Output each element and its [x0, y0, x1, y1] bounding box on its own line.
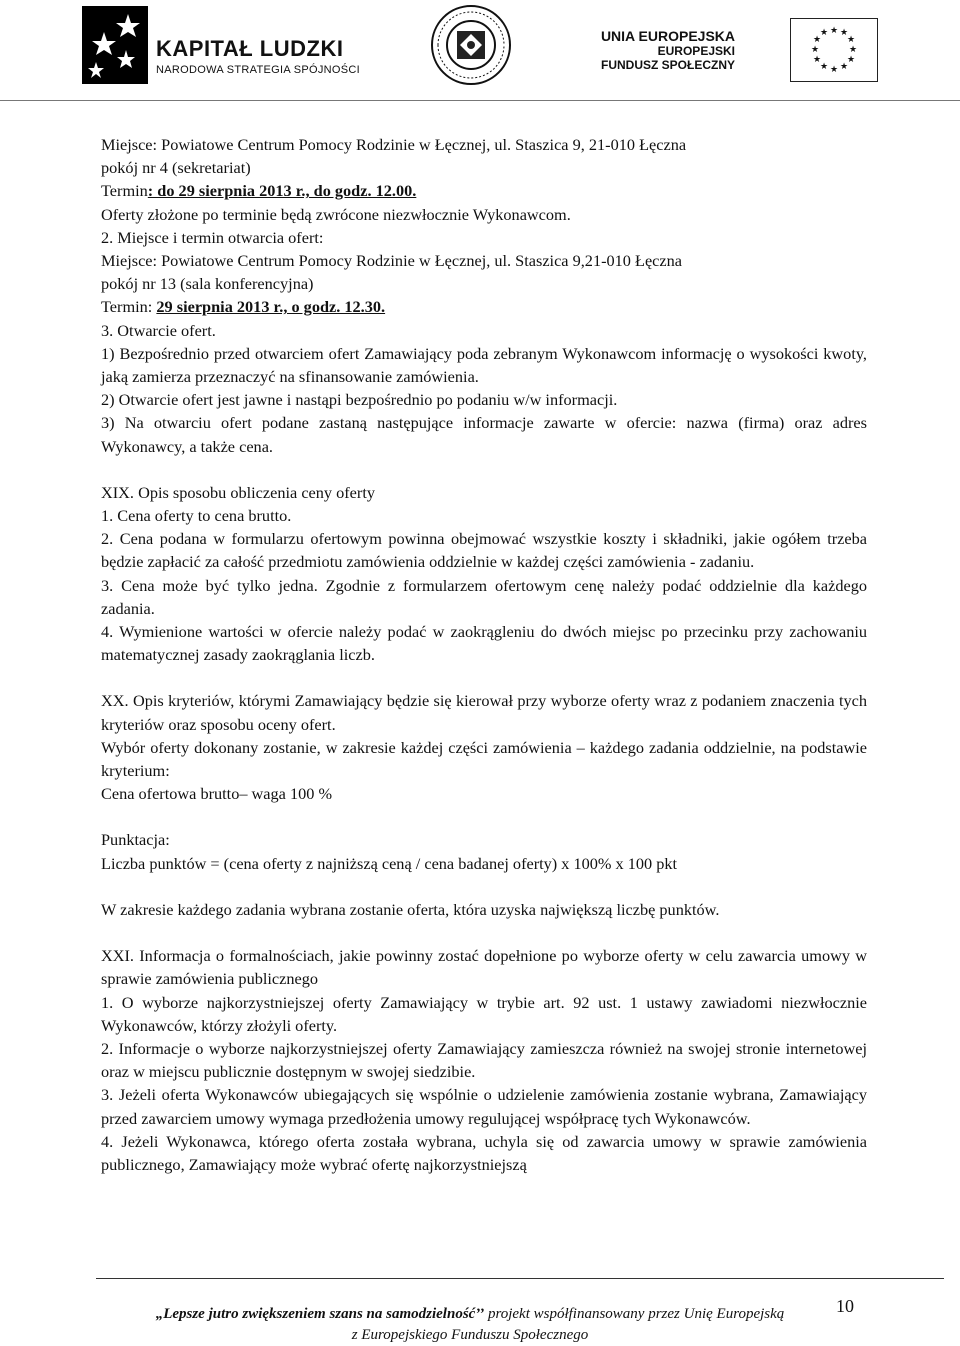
paragraph: 4. Wymienione wartości w ofercie należy podać w zaokrągleniu do dwóch miejsc po przecinku przy zachowaniu matematycznej zasady zaokrąglania liczb.: [101, 622, 867, 665]
header-divider: [0, 100, 960, 101]
page-header: [0, 0, 960, 100]
paragraph: 3) Na otwarciu ofert podane zastaną następujące informacje zawarte w ofercie: nazwa (firma) oraz adres Wykonawcy, a także cena.: [101, 413, 867, 456]
paragraph: 2) Otwarcie ofert jest jawne i nastąpi bezpośrednio po podaniu w/w informacji.: [101, 390, 618, 410]
svg-text:★: ★: [812, 35, 822, 45]
deadline-text: : do 29 sierpnia 2013 r., do godz. 12.00.: [147, 181, 417, 201]
footer-line-2: z Europejskiego Funduszu Społecznego: [351, 1327, 589, 1343]
paragraph: 1. Cena oferty to cena brutto.: [101, 506, 292, 526]
paragraph: [101, 133, 867, 156]
svg-text:★: ★: [812, 55, 822, 65]
paragraph: 4. Jeżeli Wykonawca, którego oferta została wybrana, uchyla się od zawarcia umowy w sprawie zamówienia publicznego, Zamawiający może wybrać ofertę najkorzystniejszą: [101, 1131, 867, 1174]
eu-line-1: UNIA EUROPEJSKA: [600, 28, 735, 44]
svg-text:★: ★: [839, 28, 849, 38]
eu-line-2: EUROPEJSKI: [657, 44, 735, 58]
paragraph: pokój nr 4 (sekretariat): [101, 158, 251, 178]
eu-logo: [600, 8, 885, 84]
eu-flag-icon: [790, 18, 878, 82]
section-title: XIX. Opis sposobu obliczenia ceny oferty: [101, 482, 375, 502]
formula: Liczba punktów = (cena oferty z najniższą ceną / cena badanej oferty) x 100% x 100 pkt: [101, 853, 678, 873]
paragraph: 3. Otwarcie ofert.: [101, 320, 216, 340]
svg-text:★: ★: [819, 62, 829, 72]
footer-divider: [96, 1278, 944, 1279]
paragraph: 2. Informacje o wyborze najkorzystniejszej oferty Zamawiający zamieszcza również na swojej stronie internetowej oraz w miejscu publicznie dostępnym w swojej siedzibie.: [101, 1038, 867, 1082]
opening-date-text: 29 sierpnia 2013 r., o godz. 12.30.: [156, 297, 386, 317]
svg-text:★: ★: [810, 45, 820, 55]
paragraph: Oferty złożone po terminie będą zwrócone niezwłocznie Wykonawcom.: [101, 204, 571, 224]
svg-text:★: ★: [819, 28, 829, 38]
paragraph: 2. Miejsce i termin otwarcia ofert:: [101, 227, 324, 247]
paragraph: Miejsce: Powiatowe Centrum Pomocy Rodzinie w Łęcznej, ul. Staszica 9,21-010 Łęczna: [101, 251, 682, 271]
footer-line-1: [100, 1304, 840, 1325]
kapital-ludzki-title: KAPITAŁ LUDZKI: [156, 36, 344, 61]
paragraph: pokój nr 13 (sala konferencyjna): [101, 274, 314, 294]
svg-text:★: ★: [829, 65, 839, 75]
text: Termin: [101, 181, 148, 201]
stars-mark-icon: [82, 6, 148, 84]
footer-text: projekt współfinansowany przez Unię Europejską: [484, 1306, 785, 1322]
paragraph: 3. Jeżeli oferta Wykonawców ubiegających się wspólnie o udzielenie zamówienia zostanie wybrana, Zamawiający przed zawarciem umowy wymaga przedłożenia umowy regulującej współpracę tych Wykonawców.: [101, 1085, 867, 1128]
paragraph: [101, 179, 867, 202]
paragraph: 2. Cena podana w formularzu ofertowym powinna obejmować wszystkie koszty i składniki, jakie ogółem trzeba będzie zapłacić za całość przedmiotu zamówienia oddzielnie w każdej części zamówienia - zadaniu.: [101, 529, 867, 572]
kapital-ludzki-subtitle: NARODOWA STRATEGIA SPÓJNOŚCI: [156, 64, 360, 76]
eu-line-3: FUNDUSZ SPOŁECZNY: [600, 58, 735, 72]
paragraph: 3. Cena może być tylko jedna. Zgodnie z formularzem ofertowym cenę należy podać oddzielnie dla każdego zadania.: [101, 575, 867, 618]
text: Termin:: [101, 297, 157, 317]
svg-text:★: ★: [848, 45, 858, 55]
page-number: 10: [836, 1296, 854, 1316]
text: Miejsce:: [101, 135, 162, 154]
svg-text:★: ★: [846, 35, 856, 45]
text: Powiatowe Centrum Pomocy Rodzinie w Łęcznej, ul. Staszica 9, 21-010 Łęczna: [161, 135, 687, 154]
paragraph: Cena ofertowa brutto– waga 100 %: [101, 784, 333, 804]
paragraph: Wybór oferty dokonany zostanie, w zakresie każdej części zamówienia – każdego zadania oddzielnie, na podstawie kryterium:: [101, 737, 867, 781]
paragraph: [101, 295, 867, 318]
section-title: XXI. Informacja o formalnościach, jakie powinny zostać dopełnione po wyborze oferty w celu zawarcia umowy w sprawie zamówienia publicznego: [101, 946, 867, 989]
paragraph: Punktacja:: [101, 830, 170, 850]
svg-text:★: ★: [839, 62, 849, 72]
svg-text:★: ★: [829, 26, 839, 36]
page-footer: [100, 1304, 840, 1346]
slogan: „Lepsze jutro zwiększeniem szans na samodzielność’’: [155, 1306, 485, 1322]
paragraph: 1. O wyborze najkorzystniejszej oferty Zamawiający w trybie art. 92 ust. 1 ustawy zawiadomi niezwłocznie Wykonawców, którzy złożyli oferty.: [101, 992, 867, 1035]
eu-text: [601, 28, 735, 72]
paragraph: W zakresie każdego zadania wybrana zostanie oferta, która uzyska największą liczbę punktów.: [101, 899, 720, 919]
section-title: XX. Opis kryteriów, którymi Zamawiający będzie się kierował przy wyborze oferty wraz z podaniem znaczenia tych kryteriów oraz sposobu oceny ofert.: [101, 691, 867, 734]
svg-text:★: ★: [846, 55, 856, 65]
kapital-ludzki-logo: [82, 6, 382, 84]
document-body: [101, 133, 867, 1176]
paragraph: 1) Bezpośrednio przed otwarciem ofert Zamawiający poda zebranym Wykonawcom informację o wysokości kwoty, jaką zamierza przeznaczyć na sfinansowanie zamówienia.: [101, 343, 867, 387]
pcpr-seal-logo: [430, 4, 512, 86]
